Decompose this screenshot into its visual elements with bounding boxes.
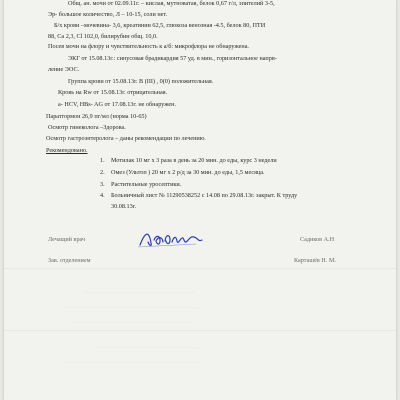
recommendation-number: 1. — [100, 157, 105, 164]
text-line: 88, Са 2,3, Cl 102,0, билирубин общ. 10,0. — [48, 33, 158, 40]
text-line: Осмотр гинеколога –Здорова. — [48, 124, 126, 131]
show-through-text: — — — — — — — — — — — — — — — — [84, 290, 195, 296]
document-page — [4, 0, 396, 400]
text-line: Кровь на Rw от 15.08.13г. отрицательная. — [58, 89, 168, 96]
doctor-name: Садиков А.Н — [300, 236, 335, 243]
recommendations-heading: Рекомендовано. — [46, 147, 88, 154]
recommendation-number: 4. — [100, 192, 105, 199]
text-line: ление ЭОС. — [48, 66, 80, 73]
text-line: Б/х крови –мочевина- 3,6, креатинин 62,5, глюкоза венозная -4.5, белок 80, ПТИ — [54, 22, 266, 29]
text-line: Паратгормон 26,9 пг/мл (норма 10-65) — [46, 113, 147, 120]
text-line: ЭКГ от 15.08.13г.: синусовая брадикардия 57 уд. в мин., горизонтальное напрв- — [68, 55, 277, 62]
text-line: а- HCV, HBs- AG от 17.08.13г. не обнаружен. — [58, 101, 177, 108]
text-line: Осмотр гастроэнтеролога – даны рекомендации по лечению. — [46, 135, 206, 142]
show-through-text: — — — — — — — — — — — — — — — [94, 345, 198, 351]
text-line: Общ. ан. мочи от 02.09.11г. – кислая, мутноватая, белок 0,67 г/л, эпителий 3-5, — [68, 0, 275, 7]
text-line: Группа крови от 15.08.13г. В (III) , 0(0) положительная. — [68, 78, 214, 85]
recommendation-number: 2. — [100, 169, 105, 176]
recommendation-number: 3. — [100, 181, 105, 188]
show-through-text: — — — — — — — — — — — — — — — — — — — [64, 360, 198, 366]
recommendation-text: Растительные уросептики. — [111, 181, 182, 188]
text-line: Посев мочи на флору и чувствительность к а/б: микрофлора не обнаружена. — [48, 43, 249, 50]
recommendation-text: Омез (Ультоп ) 20 мг х 2 р/д за 30 мин. до еды, 1,5 месяца. — [111, 169, 265, 176]
paper-fold — [4, 268, 396, 269]
show-through-text: — — — — — — — — — — — — — — — — — [74, 320, 193, 326]
recommendation-text: Мотилак 10 мг х 3 раза в день за 20 мин. до еды, курс 3 недели — [111, 157, 277, 164]
recommendation-text: 30.08.13г. — [111, 203, 137, 210]
head-of-department-name: Карташёв Н. М. — [294, 257, 336, 264]
show-through-text: — — — — — — — — — — — — — — — — — — — [64, 305, 198, 311]
head-of-department-label: Зав. отделением — [48, 257, 91, 264]
recommendation-text: Больничный лист № 11290538252 с 14.08 по 29.08.13г. закрыт. К труду — [111, 192, 298, 199]
handwritten-signature — [136, 226, 206, 250]
doctor-label: Лечащий врач — [48, 236, 86, 243]
paper-fold — [4, 330, 396, 331]
text-line: Эр- большое количество, Л – 10-15, соли нет. — [48, 11, 168, 18]
